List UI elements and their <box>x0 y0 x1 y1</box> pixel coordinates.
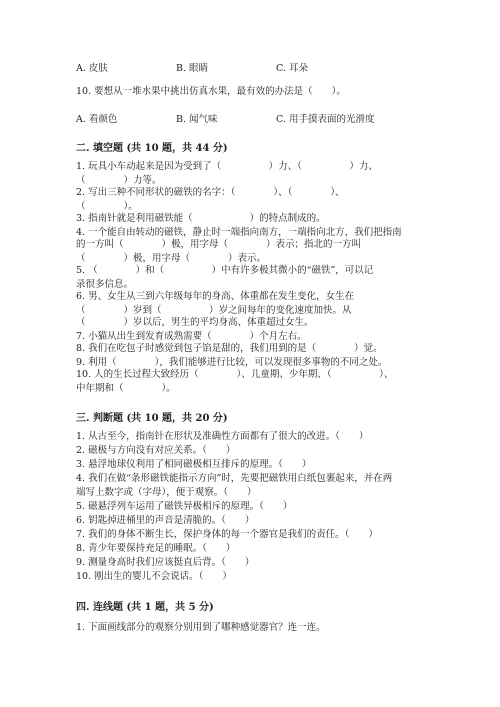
option-a: A. 皮肤 <box>76 63 108 74</box>
true-false-line: 4. 我们在做“条形磁铁能指示方向”时，先要把磁铁用白纸包裹起来，并在两 <box>76 473 393 484</box>
fill-blank-line: （ ）极，用字母（ ）表示。 <box>76 253 267 264</box>
options-row-q10 <box>76 111 436 125</box>
matching-line: 1. 下面画线部分的观察分别用到了哪种感觉器官？连一连。 <box>76 622 326 633</box>
section-title-fill-blank: 二. 填空题 (共 10 题，共 44 分) <box>76 143 228 154</box>
fill-blank-line: 7. 小猫从出生到发育成熟需要（ ）个月左右。 <box>76 331 307 342</box>
true-false-line: 7. 我们的身体不断生长，保护身体的每一个器官是我们的责任。（ ） <box>76 529 378 540</box>
fill-blank-line: 3. 指南针就是利用磁铁能（ ）的特点制成的。 <box>76 213 326 224</box>
fill-blank-line: （ ）岁以后，男生的平均身高、体重超过女生。 <box>76 317 314 328</box>
option-b: B. 闻气味 <box>176 114 218 125</box>
fill-blank-line: 的一方叫（ ）极，用字母（ ）表示；指北的一方叫 <box>76 239 362 250</box>
true-false-line: 8. 青少年要保持充足的睡眠。（ ） <box>76 543 236 554</box>
fill-blank-line: 8. 我们在吃包子时感觉到包子馅是甜的，我们用到的是（ ）觉。 <box>76 343 383 354</box>
true-false-line: 端写上数字或（字母），便于观察。（ ） <box>76 487 257 498</box>
fill-blank-line: （ ）。 <box>76 201 138 212</box>
fill-blank-line: 2. 写出三种不同形状的磁铁的名字：（ ）、（ ）、 <box>76 187 345 198</box>
option-c: C. 耳朵 <box>276 63 308 74</box>
true-false-line: 9. 测量身高时我们应该挺直后背。（ ） <box>76 557 255 568</box>
fill-blank-line: 5. （ ）和（ ）中有许多极其微小的“磁铁”，可以记 <box>76 265 374 276</box>
fill-blank-line: 录很多信息。 <box>76 279 134 290</box>
true-false-line: 2. 磁极与方向没有对应关系。（ ） <box>76 445 236 456</box>
section-title-true-false: 三. 判断题 (共 10 题，共 20 分) <box>76 413 228 424</box>
fill-blank-line: 9. 利用（ ），我们能够进行比较，可以发现很多事物的不同之处。 <box>76 357 388 368</box>
fill-blank-line: 1. 玩具小车动起来是因为受到了（ ）力、（ ）力、 <box>76 161 378 172</box>
true-false-line: 1. 从古至今，指南针在形状及准确性方面都有了很大的改进。（ ） <box>76 431 369 442</box>
fill-blank-line: 4. 一个能自由转动的磁铁，静止时一端指向南方，一端指向北方，我们把指南 <box>76 227 402 238</box>
true-false-line: 3. 悬浮地球仪利用了相同磁极相互排斥的原理。（ ） <box>76 459 312 470</box>
options-row-q9 <box>76 60 436 74</box>
fill-blank-line: （ ）力等。 <box>76 175 162 186</box>
section-title-matching: 四. 连线题 (共 1 题，共 5 分) <box>76 602 214 613</box>
true-false-line: 6. 钥匙掉进桶里的声音是清脆的。（ ） <box>76 515 255 526</box>
option-c: C. 用手摸表面的光滑度 <box>276 114 375 125</box>
fill-blank-line: 中年期和（ ）。 <box>76 383 176 394</box>
option-a: A. 看颜色 <box>76 114 118 125</box>
fill-blank-line: （ ）岁到（ ）岁之间每年的变化速度加快。从 <box>76 305 352 316</box>
option-b: B. 眼睛 <box>176 63 209 74</box>
fill-blank-line: 10. 人的生长过程大致经历（ ）、儿童期、少年期、（ ）、 <box>76 369 394 380</box>
fill-blank-line: 6. 男、女生从三到六年级每年的身高、体重都在发生变化，女生在 <box>76 291 355 302</box>
true-false-line: 10. 刚出生的婴儿不会说话。（ ） <box>76 571 232 582</box>
true-false-line: 5. 磁悬浮列车运用了磁铁异极相斥的原理。（ ） <box>76 501 293 512</box>
question-10-stem: 10. 要想从一堆水果中挑出仿真水果，最有效的办法是（ ）。 <box>76 86 346 97</box>
